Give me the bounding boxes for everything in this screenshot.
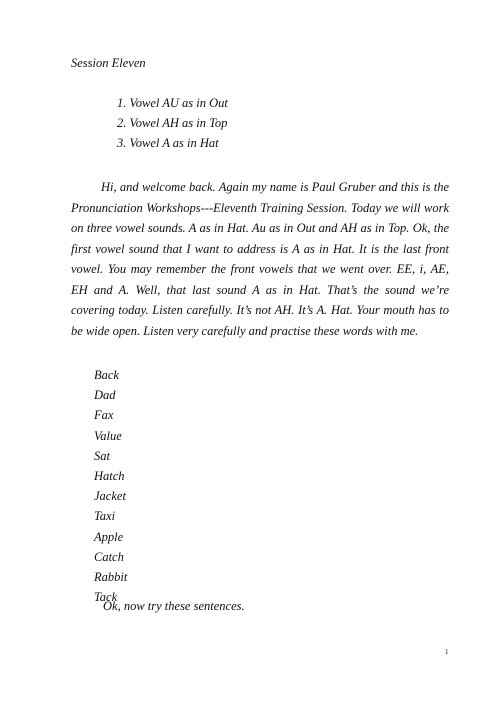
practice-word: Fax [94,408,114,423]
practice-word: Sat [94,448,110,463]
outline-item: 3. Vowel A as in Hat [117,136,219,150]
practice-word: Dad [94,388,116,403]
practice-word: Catch [94,549,124,564]
practice-word: Apple [94,529,124,544]
intro-paragraph: Hi, and welcome back. Again my name is Paul Gruber and this is the Pronunciation Workshops---Eleventh Training Session. Today we will work on three vowel sounds. A as in Hat. Au as in Out and AH as in Top. Ok, the first vowel sound that I want to address is A as in Hat. It is the last front vowel. You may remember the front vowels that we went over. EE, i, AE, EH and A. Well, that last sound A as in Hat. That’s the sound we’re covering today. Listen carefully. It’s not AH. It’s A. Hat. Your mouth has to be wide open. Listen very carefully and practise these words with me. [71,180,449,338]
practice-word: Tack [94,590,118,605]
session-outline [117,95,228,155]
closing-line: Ok, now try these sentences. [103,599,245,613]
outline-item: 1. Vowel AU as in Out [117,96,228,110]
practice-word: Hatch [94,468,125,483]
practice-word: Rabbit [94,569,128,584]
session-title: Session Eleven [71,56,146,70]
practice-word: Jacket [94,489,126,504]
practice-word: Value [94,428,122,443]
page-number: 1 [445,648,449,656]
outline-item: 2. Vowel AH as in Top [117,116,228,130]
practice-word-list [94,367,127,609]
practice-word: Taxi [94,509,116,524]
practice-word: Back [94,368,119,382]
